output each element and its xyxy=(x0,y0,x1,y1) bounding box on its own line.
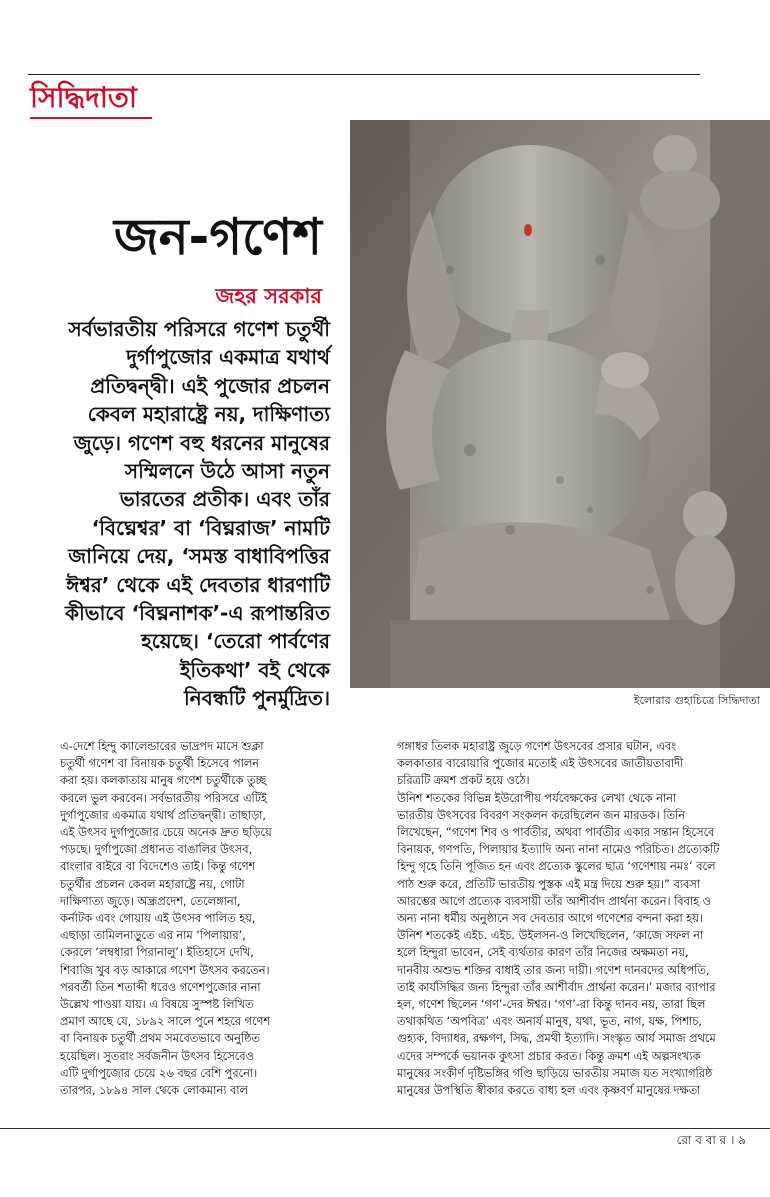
body-line: এটি দুর্গাপুজোর চেয়ে ২৬ বছর বেশি পুরনো। xyxy=(60,1066,258,1080)
body-line: কর্নাটক এবং গোয়ায় এই উৎসব পালিত হয়, xyxy=(60,912,256,926)
standfirst-line: ‘বিঘ্নেশ্বর’ বা ‘বিঘ্নরাজ’ নামটি xyxy=(91,515,330,540)
body-line: উল্লেখ পাওয়া যায়। এ বিষয়ে সুস্পষ্ট লিখিত xyxy=(60,998,254,1012)
body-line: প্রমাণ আছে যে, ১৮৯২ সালে পুনে শহরে গণেশ xyxy=(60,1015,271,1029)
body-line: শিবাজি খুব বড় আকারে গণেশ উৎসব করতেন। xyxy=(60,963,270,977)
body-line: উনিশ শতকের বিভিন্ন ইউরোপীয় পর্যবেক্ষকের লেখা থেকে নানা xyxy=(397,791,677,805)
body-line: অন্য নানা ধর্মীয় অনুষ্ঠানে সব দেবতার আগে গণেশের বন্দনা করা হয়। xyxy=(397,912,703,926)
standfirst-line: প্রতিদ্বন্দ্বী। এই পুজোর প্রচলন xyxy=(90,373,330,398)
body-line: এ-দেশে হিন্দু ক্যালেন্ডারের ভাদ্রপদ মাসে শুক্লা xyxy=(60,740,264,753)
body-line: দানবীয় অশুভ শক্তির বাধাই তার জন্য দায়ী। গণেশ দানবদের অধিপতি, xyxy=(397,963,710,977)
standfirst-line: জুড়ে। গণেশ বহু ধরনের মানুষের xyxy=(73,430,330,455)
standfirst-line: হয়েছে। ‘তেরো পার্বণের xyxy=(141,629,330,654)
body-line: পড়ছে। দুর্গাপুজো প্রধানত বাঙালির উৎসব, xyxy=(60,843,253,857)
body-line: চতুর্থী গণেশ বা বিনায়ক চতুর্থী হিসেবে পালন xyxy=(60,757,260,771)
body-line: হিন্দু গৃহে তিনি পূজিত হন এবং প্রত্যেক স্কুলের ছাত্র ‘গণেশায় নমঃ’ বলে xyxy=(397,860,716,874)
body-line: মানুষের সংকীর্ণ দৃষ্টিভঙ্গির গণ্ডি ছাড়িয়ে ভারতীয় সমাজ যত সংখ্যাগরিষ্ঠ xyxy=(397,1066,713,1080)
standfirst-line: ইতিকথা’ বই থেকে xyxy=(179,657,330,682)
body-line: মানুষের উপস্থিতি স্বীকার করতে বাধ্য হল এবং কৃষ্ণবর্ণ মানুষের দক্ষতা xyxy=(397,1084,701,1098)
body-line: গুহ্যক, বিদ্যাধর, রক্ষগণ, সিদ্ধ, প্রমথী ইত্যাদি। সংস্কৃত আর্য সমাজ প্রথমে xyxy=(397,1032,716,1046)
byline: জহর সরকার xyxy=(215,284,322,308)
body-line: চতুর্থীর প্রচলন কেবল মহারাষ্ট্রে নয়, গোটা xyxy=(60,877,245,891)
body-line: পাঠ শুরু করে, প্রতিটি ভারতীয় পুস্তক এই মন্ত্র দিয়ে শুরু হয়।” ব্যবসা xyxy=(397,877,701,891)
standfirst-line: সম্মিলনে উঠে আসা নতুন xyxy=(124,459,330,484)
standfirst-line: সর্বভারতীয় পরিসরে গণেশ চতুর্থী xyxy=(68,317,330,341)
body-line: লিখেছেন, “গণেশ শিব ও পার্বতীর, অথবা পার্বতীর একার সন্তান হিসেবে xyxy=(397,826,715,840)
headline: জন-গণেশ xyxy=(113,208,322,266)
body-line: কলকাতার বারোয়ারি পুজোর মতোই এই উৎসবের জাতীয়তাবাদী xyxy=(397,757,684,771)
body-line: ভারতীয় উৎসবের বিবরণ সংকলন করেছিলেন জন মারডক। তিনি xyxy=(397,808,685,822)
body-line: চরিত্রটি ক্রমশ প্রকট হয়ে ওঠে। xyxy=(397,774,530,788)
body-line: হলে হিন্দুরা ভাবেন, সেই ব্যর্থতার কারণ তাঁর নিজের অক্ষমতা নয়, xyxy=(397,946,689,960)
body-line: তারপর, ১৮৯৪ সাল থেকে লোকমান্য বাল xyxy=(60,1084,248,1098)
body-line: উনিশ শতকেই এইচ. এইচ. উইলসন-ও লিখেছিলেন, ‘কাজে সফল না xyxy=(397,929,704,943)
standfirst-line: কেবল মহারাষ্ট্রে নয়, দাক্ষিণাত্য xyxy=(87,402,330,427)
body-line: হয়েছিল। সুতরাং সর্বজনীন উৎসব হিসেবেও xyxy=(60,1049,254,1063)
body-line: গঙ্গাধর তিলক মহারাষ্ট্র জুড়ে গণেশ উৎসবের প্রসার ঘটান, এবং xyxy=(397,740,677,753)
body-column-right xyxy=(397,738,747,1099)
standfirst-line: নিবন্ধটি পুনর্মুদ্রিত। xyxy=(183,686,330,711)
body-line: করলে ভুল করবেন। সর্বভারতীয় পরিসরে এটিই xyxy=(60,791,267,805)
body-line: বাংলার বাইরে বা বিদেশেও তাই। কিন্তু গণেশ xyxy=(60,860,256,874)
body-line: দুর্গাপুজোর একমাত্র যথার্থ প্রতিদ্বন্দ্বী। তাছাড়া, xyxy=(60,808,266,822)
body-line: বা বিনায়ক চতুর্থী প্রথম সমবেতভাবে অনুষ্ঠিত xyxy=(60,1032,260,1046)
body-line: পরবর্তী তিন শতাব্দী ধরেও গণেশপুজোর নানা xyxy=(60,980,261,994)
standfirst-line: জানিয়ে দেয়, ‘সমস্ত বাধাবিপত্তির xyxy=(68,544,330,569)
body-line: এই উৎসব দুর্গাপুজোর চেয়ে অনেক দ্রুত ছড়িয়ে xyxy=(60,826,272,840)
photo-caption: ইলোরার গুহাচিত্রে সিদ্ধিদাতা xyxy=(633,694,760,707)
body-column-left xyxy=(60,738,406,1099)
body-line: তাই কার্যসিদ্ধির জন্য হিন্দুরা তাঁর আশীর্বাদ প্রার্থনা করেন।’ মজার ব্যাপার xyxy=(397,980,716,994)
body-line: এদের সম্পর্কে ভয়ানক কুৎসা প্রচার করত। কিন্তু ক্রমশ এই অল্পসংখ্যক xyxy=(397,1049,701,1063)
body-line: কেরলে ‘লম্বধারা পিরানালু’। ইতিহাসে দেখি, xyxy=(60,946,254,960)
body-line: বিনায়ক, গণপতি, পিলায়ার ইত্যাদি অন্য নানা নামেও পরিচিত। প্রত্যেকটি xyxy=(397,843,720,857)
body-line: করা হয়। কলকাতায় মানুষ গণেশ চতুর্থীকে তুচ্ছ xyxy=(60,774,267,788)
top-rule xyxy=(28,74,700,75)
body-line: দাক্ষিণাত্য জুড়ে। অন্ধ্রপ্রদেশ, তেলেঙ্গানা, xyxy=(60,894,241,908)
section-underline xyxy=(30,117,152,119)
ganesha-sculpture-illustration xyxy=(350,120,770,688)
standfirst-line: দুর্গাপুজোর একমাত্র যথার্থ xyxy=(126,345,330,370)
body-line: এছাড়া তামিলনাড়ুতে এর নাম ‘পিলায়ার’, xyxy=(60,929,246,943)
body-line: হল, গণেশ ছিলেন ‘গণ’-দের ঈশ্বর। ‘গণ’-রা কিন্তু দানব নয়, তারা ছিল xyxy=(397,998,706,1012)
page-folio: রো ব বা র । ৯ xyxy=(676,1133,746,1147)
bottom-rule xyxy=(0,1128,770,1129)
standfirst-line: ঈশ্বর’ থেকে এই দেবতার ধারণাটি xyxy=(66,572,330,597)
ganesha-sculpture-photo xyxy=(350,120,770,688)
body-line: তথাকথিত ‘অপবিত্র’ এবং অনার্য মানুষ, যথা, ভূত, নাগ, যক্ষ, পিশাচ, xyxy=(397,1015,702,1029)
section-label: সিদ্ধিদাতা xyxy=(30,81,138,114)
body-line: আরম্ভের আগে প্রত্যেক ব্যবসায়ী তাঁর আশীর্বাদ প্রার্থনা করেন। বিবাহ ও xyxy=(397,894,711,908)
standfirst-line: ভারতের প্রতীক। এবং তাঁর xyxy=(119,487,330,512)
standfirst-line: কীভাবে ‘বিঘ্ননাশক’-এ রূপান্তরিত xyxy=(64,601,330,626)
standfirst xyxy=(30,315,330,711)
